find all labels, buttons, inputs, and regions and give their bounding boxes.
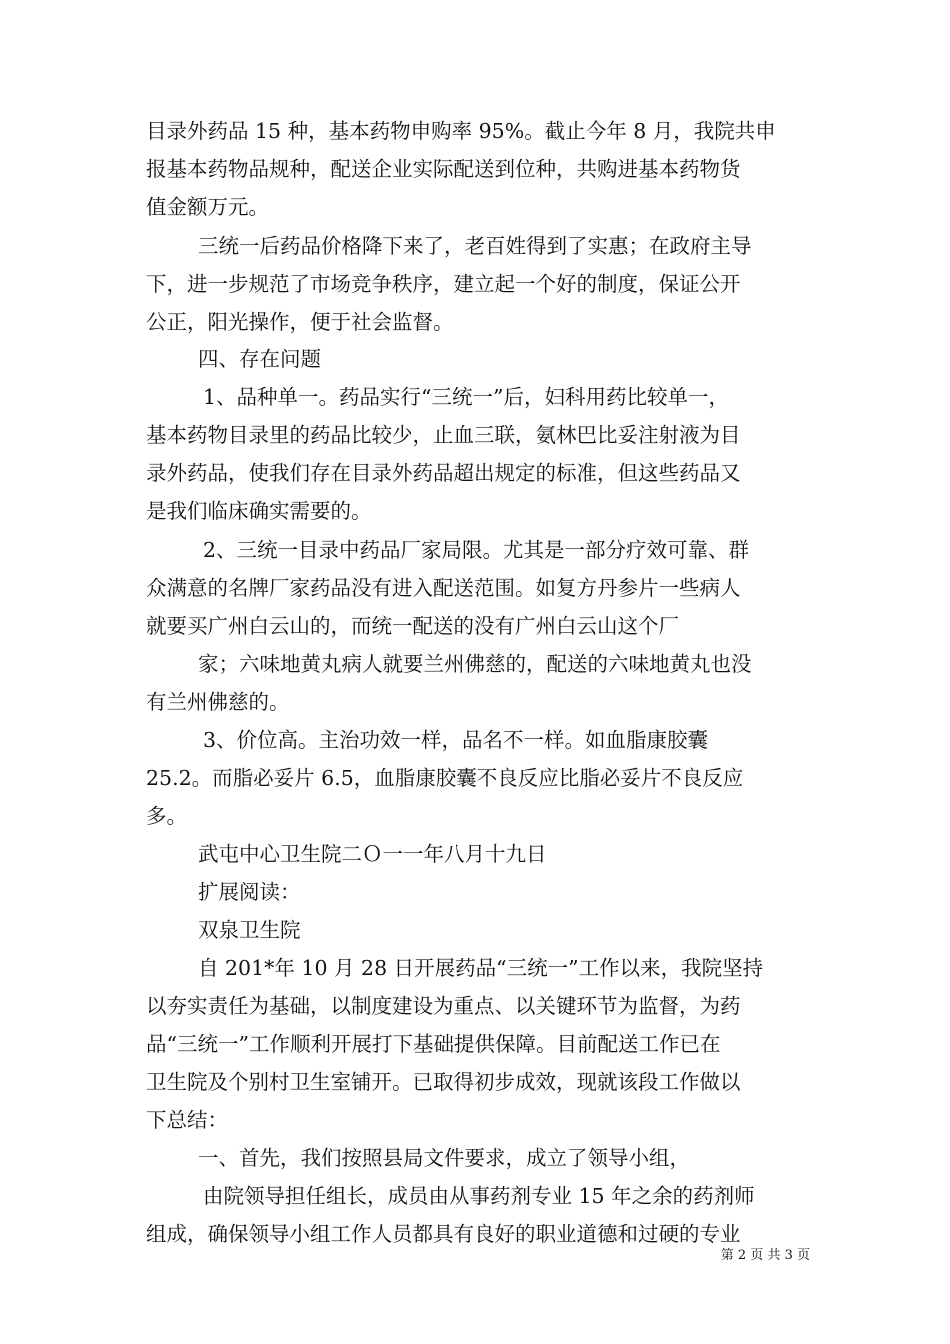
text-line: 多。 <box>146 804 187 828</box>
text-line: 一、首先，我们按照县局文件要求，成立了领导小组， <box>198 1146 690 1170</box>
text-line: 目录外药品 15 种，基本药物申购率 95%。截止今年 8 月，我院共申 <box>146 119 776 143</box>
text-line: 下，进一步规范了市场竞争秩序，建立起一个好的制度，保证公开 <box>146 272 741 296</box>
text-line: 2、三统一目录中药品厂家局限。尤其是一部分疗效可靠、群 <box>203 538 750 562</box>
text-line: 值金额万元。 <box>146 195 269 219</box>
text-line: 基本药物目录里的药品比较少，止血三联，氨林巴比妥注射液为目 <box>146 423 741 447</box>
text-line: 是我们临床确实需要的。 <box>146 499 372 523</box>
section-heading: 四、存在问题 <box>198 347 321 371</box>
signature-date-line: 武屯中心卫生院二Ｏ一一年八月十九日 <box>198 842 547 866</box>
text-line: 25.2。而脂必妥片 6.5，血脂康胶囊不良反应比脂必妥片不良反应 <box>146 766 744 790</box>
text-line: 自 201*年 10 月 28 日开展药品“三统一”工作以来，我院坚持 <box>198 956 764 980</box>
text-line: 三统一后药品价格降下来了，老百姓得到了实惠；在政府主导 <box>198 234 752 258</box>
text-line: 众满意的名牌厂家药品没有进入配送范围。如复方丹参片一些病人 <box>146 576 741 600</box>
text-line: 公正，阳光操作，便于社会监督。 <box>146 310 454 334</box>
text-line: 3、价位高。主治功效一样，品名不一样。如血脂康胶囊 <box>203 728 709 752</box>
text-line: 由院领导担任组长，成员由从事药剂专业 15 年之余的药剂师 <box>203 1184 755 1208</box>
text-line: 录外药品，使我们存在目录外药品超出规定的标准，但这些药品又 <box>146 461 741 485</box>
text-line: 有兰州佛慈的。 <box>146 690 290 714</box>
text-line: 下总结： <box>146 1108 228 1132</box>
text-line: 组成，确保领导小组工作人员都具有良好的职业道德和过硬的专业 <box>146 1222 741 1246</box>
text-line: 报基本药物品规种，配送企业实际配送到位种，共购进基本药物货 <box>146 157 741 181</box>
page-number-footer: 第 2 页 共 3 页 <box>720 1248 810 1263</box>
text-line: 卫生院及个别村卫生室铺开。已取得初步成效，现就该段工作做以 <box>146 1070 741 1094</box>
extended-reading-label: 扩展阅读： <box>198 880 301 904</box>
subsection-title: 双泉卫生院 <box>198 918 301 942</box>
text-line: 家；六味地黄丸病人就要兰州佛慈的，配送的六味地黄丸也没 <box>198 652 752 676</box>
text-line: 以夯实责任为基础，以制度建设为重点、以关键环节为监督，为药 <box>146 994 741 1018</box>
text-line: 品“三统一”工作顺利开展打下基础提供保障。目前配送工作已在 <box>146 1032 721 1056</box>
text-line: 1、品种单一。药品实行“三统一”后，妇科用药比较单一， <box>203 385 730 409</box>
text-line: 就要买广州白云山的，而统一配送的没有广州白云山这个厂 <box>146 614 679 638</box>
